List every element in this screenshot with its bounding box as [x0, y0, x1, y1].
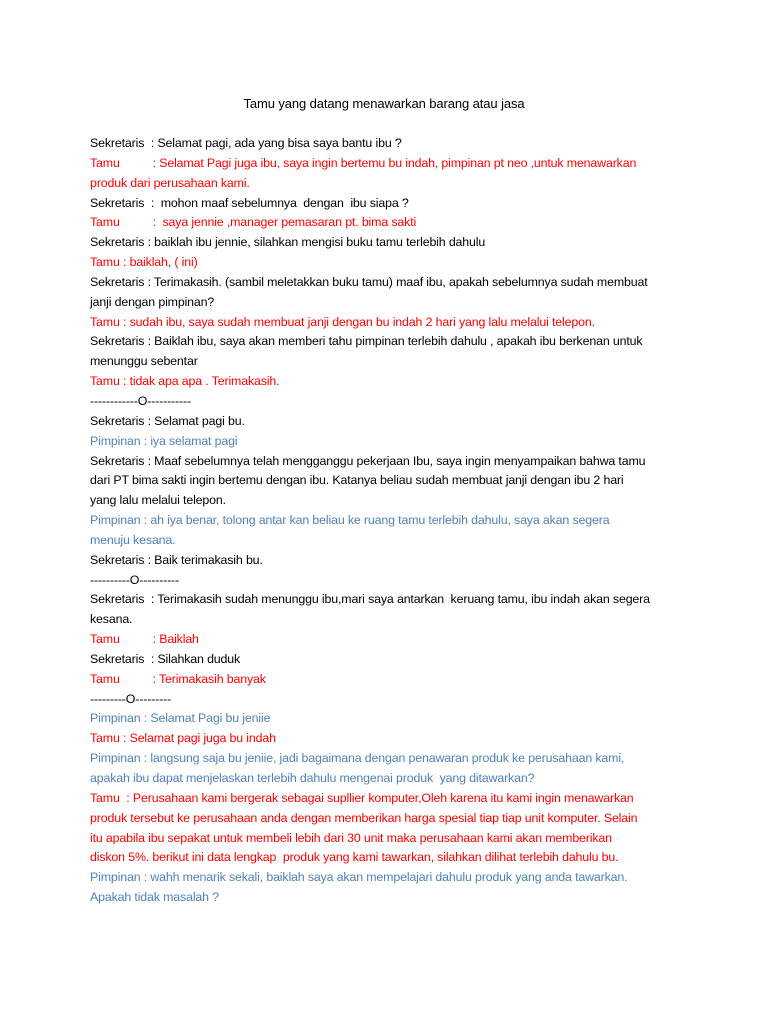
dialogue-line: janji dengan pimpinan?: [90, 294, 215, 309]
dialogue-line: Sekretaris : Baiklah ibu, saya akan memberi tahu pimpinan terlebih dahulu , apakah ibu berkenan untuk: [90, 334, 643, 349]
dialogue-line: apakah ibu dapat menjelaskan terlebih dahulu mengenai produk yang ditawarkan?: [90, 771, 535, 785]
dialogue-line: Pimpinan : ah iya benar, tolong antar kan beliau ke ruang tamu terlebih dahulu, saya akan segera: [90, 513, 610, 528]
dialogue-line: Pimpinan : iya selamat pagi: [90, 433, 238, 448]
dialogue-line: Tamu : baiklah, ( ini): [90, 255, 198, 270]
dialogue-line: Apakah tidak masalah ?: [90, 890, 219, 905]
dialogue-line: Tamu : Selamat pagi juga bu indah: [90, 731, 276, 746]
dialogue-line: ---------O---------: [90, 691, 172, 706]
dialogue-line: Tamu : tidak apa apa . Terimakasih.: [90, 374, 280, 389]
dialogue-line: Sekretaris : Terimakasih. (sambil meletakkan buku tamu) maaf ibu, apakah sebelumnya sudah membuat: [90, 274, 648, 289]
dialogue-line: Tamu : Perusahaan kami bergerak sebagai supllier komputer,Oleh karena itu kami ingin menawarkan: [90, 790, 634, 805]
dialogue-line: Tamu : saya jennie ,manager pemasaran pt. bima sakti: [90, 215, 417, 230]
dialogue-line: Pimpinan : Selamat Pagi bu jeniie: [90, 711, 271, 726]
dialogue-line: Pimpinan : langsung saja bu jeniie, jadi bagaimana dengan penawaran produk ke perusahaan kami,: [90, 751, 625, 766]
dialogue-line: Tamu : sudah ibu, saya sudah membuat janji dengan bu indah 2 hari yang lalu melalui telepon.: [90, 314, 595, 329]
dialogue-body: [90, 134, 690, 908]
dialogue-line: kesana.: [90, 612, 133, 627]
dialogue-line: menunggu sebentar: [90, 354, 198, 369]
dialogue-line: Sekretaris : Maaf sebelumnya telah mengganggu pekerjaan Ibu, saya ingin menyampaikan bahwa tamu: [90, 453, 646, 468]
dialogue-line: produk tersebut ke perusahaan anda dengan memberikan harga spesial tiap tiap unit komputer. Selain: [90, 810, 638, 825]
dialogue-line: dari PT bima sakti ingin bertemu dengan ibu. Katanya beliau sudah membuat janji dengan ibu 2 hari: [90, 473, 624, 488]
dialogue-line: Sekretaris : Terimakasih sudah menunggu ibu,mari saya antarkan keruang tamu, ibu indah akan segera: [90, 592, 650, 607]
dialogue-line: ----------O----------: [90, 572, 180, 587]
dialogue-line: Sekretaris : Baik terimakasih bu.: [90, 552, 263, 567]
dialogue-line: Pimpinan : wahh menarik sekali, baiklah saya akan mempelajari dahulu produk yang anda tawarkan.: [90, 870, 628, 885]
dialogue-line: ------------O-----------: [90, 393, 191, 408]
dialogue-line: itu apabila ibu sepakat untuk membeli lebih dari 30 unit maka perusahaan kami akan memberikan: [90, 830, 612, 845]
dialogue-line: Sekretaris : Silahkan duduk: [90, 651, 241, 666]
dialogue-line: yang lalu melalui telepon.: [90, 493, 226, 508]
document-title: Tamu yang datang menawarkan barang atau jasa: [243, 96, 525, 111]
dialogue-line: produk dari perusahaan kami.: [90, 175, 250, 190]
dialogue-line: Sekretaris : Selamat pagi, ada yang bisa saya bantu ibu ?: [90, 136, 402, 150]
dialogue-line: diskon 5%. berikut ini data lengkap produk yang kami tawarkan, silahkan dilihat terlebih dahulu bu.: [90, 850, 619, 865]
dialogue-line: menuju kesana.: [90, 532, 176, 547]
dialogue-line: Sekretaris : Selamat pagi bu.: [90, 413, 245, 428]
dialogue-line: Tamu : Terimakasih banyak: [90, 671, 266, 686]
dialogue-line: Sekretaris : baiklah ibu jennie, silahkan mengisi buku tamu terlebih dahulu: [90, 235, 486, 250]
dialogue-line: Sekretaris : mohon maaf sebelumnya dengan ibu siapa ?: [90, 195, 409, 210]
dialogue-line: Tamu : Baiklah: [90, 632, 199, 647]
dialogue-line: Tamu : Selamat Pagi juga ibu, saya ingin bertemu bu indah, pimpinan pt neo ,untuk menawarkan: [90, 155, 637, 170]
